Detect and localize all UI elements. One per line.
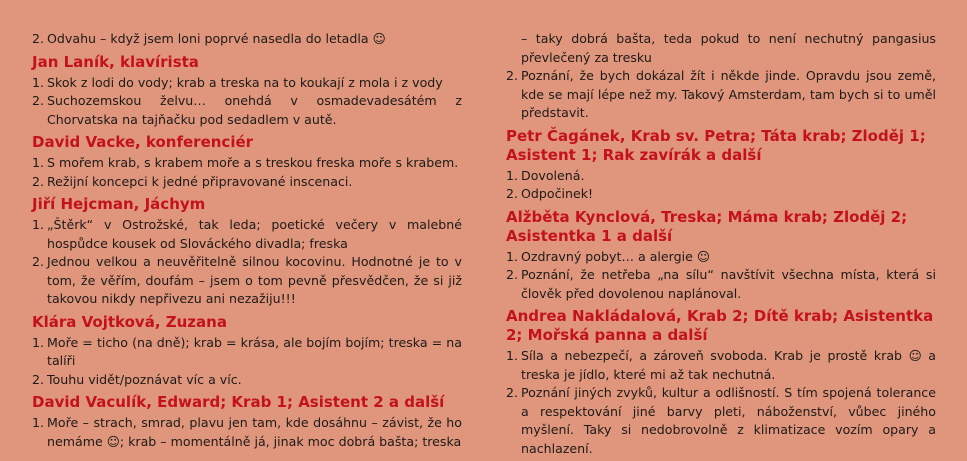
list-item: [506, 185, 936, 204]
list-item: [32, 154, 462, 173]
person-name: Jan Laník, klavírista: [32, 52, 199, 71]
item-text: Dovolená.: [521, 167, 585, 183]
continuation-text: – taky dobrá bašta, teda pokud to není nechutný pangasius převlečený za tresku: [521, 31, 936, 65]
person-name: Klára Vojtková, Zuzana: [32, 312, 227, 331]
person-name: Andrea Nakládalová, Krab 2; Dítě krab; Asistentka 2; Mořská panna a další: [506, 307, 934, 344]
list-item: [32, 92, 462, 129]
right-column: [506, 30, 936, 458]
list-item: [32, 74, 462, 93]
list-item: [506, 167, 936, 186]
item-text: Odpočinek!: [521, 186, 594, 201]
item-text: Jednou velkou a neuvěřitelně silnou kocovinu. Hodnotné je to v tom, že věřím, doufám – jsem o tom pevně přesvědčen, že si již takovou nikdy nepřivezu ani nezažiju!!!: [47, 254, 462, 306]
list-item: [32, 334, 462, 371]
item-number: 1.: [506, 248, 519, 264]
section-kynclova: [506, 208, 936, 304]
item-text: Poznání, že netřeba „na sílu“ navštívit všechna místa, která si člověk před dovolenou naplánoval.: [521, 267, 936, 301]
list-item: [32, 173, 462, 192]
item-number: 2.: [32, 93, 45, 108]
item-text: Touhu vidět/poznávat víc a víc.: [47, 371, 242, 387]
item-text: Režijní koncepci k jedné připravované inscenaci.: [47, 173, 353, 189]
section-hejcman: [32, 195, 462, 309]
item-text: Suchozemskou želvu… onehdá v osmadevadesátém z Chorvatska na tajňačku pod sedadlem v autě.: [47, 93, 462, 127]
section-nakladalova: [506, 307, 936, 458]
item-text: Skok z lodi do vody; krab a treska na to koukají z mola i z vody: [47, 74, 443, 90]
section-vojtkova: [32, 313, 462, 390]
item-text: S mořem krab, s krabem moře a s treskou freska moře s krabem.: [47, 155, 459, 170]
section-lanik: [32, 53, 462, 130]
list-item: [506, 67, 936, 123]
section-vacke: [32, 133, 462, 191]
item-number: 2.: [32, 31, 45, 46]
item-number: 1.: [32, 217, 45, 232]
item-number: 2.: [32, 254, 45, 269]
item-text: Síla a nebezpečí, a zároveň svoboda. Krab je prostě krab ☺ a treska je jídlo, které mi až tak nechutná.: [521, 348, 936, 382]
item-number: 1.: [32, 155, 45, 170]
item-number: 2.: [506, 68, 519, 83]
item-number: 1.: [32, 74, 45, 90]
item-number: 2.: [506, 267, 519, 282]
item-text: Odvahu – když jsem loni poprvé nasedla do letadla ☺: [47, 31, 386, 46]
item-number: 2.: [32, 173, 45, 189]
list-item: [506, 384, 936, 458]
list-item: [506, 347, 936, 384]
item-number: 1.: [506, 167, 519, 183]
person-name: Jiří Hejcman, Jáchym: [32, 195, 206, 213]
list-item: [32, 30, 462, 49]
list-item: [32, 371, 462, 390]
person-name: Petr Čagánek, Krab sv. Petra; Táta krab; Zloděj 1; Asistent 1; Rak zavírák a další: [506, 126, 926, 164]
item-number: 1.: [32, 334, 45, 350]
section-vaculik: [32, 393, 462, 451]
item-text: Ozdravný pobyt… a alergie ☺: [521, 248, 710, 264]
item-text: Poznání jiných zvyků, kultur a odlišností. S tím spojená tolerance a respektování jiné barvy pleti, náboženství, vůbec jiného myšlení. Taky si nedobrovolně z klimatizace vozím opary a nachlazení.: [521, 385, 936, 456]
item-text: Poznání, že bych dokázal žít i někde jinde. Opravdu jsou země, kde se mají lépe než my. Takový Amsterdam, tam bych si to uměl představit.: [521, 68, 936, 120]
list-item: [32, 414, 462, 451]
left-column: [32, 30, 462, 451]
item-number: 2.: [32, 371, 45, 387]
item-number: 1.: [32, 415, 45, 430]
person-name: Alžběta Kynclová, Treska; Máma krab; Zloděj 2; Asistentka 1 a další: [506, 207, 908, 245]
list-item: [506, 248, 936, 267]
item-number: 1.: [506, 348, 519, 363]
person-name: David Vaculík, Edward; Krab 1; Asistent 2 a další: [32, 393, 445, 411]
list-item: [32, 216, 462, 253]
item-text: Moře – strach, smrad, plavu jen tam, kde dosáhnu – závist, že ho nemáme ☺; krab – momentálně já, jinak moc dobrá bašta; treska: [47, 415, 462, 449]
list-item: [32, 253, 462, 309]
item-text: Moře = ticho (na dně); krab = krása, ale bojím bojím; treska = na talíři: [47, 334, 462, 368]
item-number: 2.: [506, 186, 519, 201]
list-item: [506, 266, 936, 303]
section-caganek: [506, 127, 936, 204]
person-name: David Vacke, konferenciér: [32, 133, 254, 151]
item-number: 2.: [506, 385, 519, 400]
item-text: „Štěrk“ v Ostrožské, tak leda; poetické večery v malebné hospůdce kousek od Slováckého divadla; freska: [47, 217, 462, 251]
